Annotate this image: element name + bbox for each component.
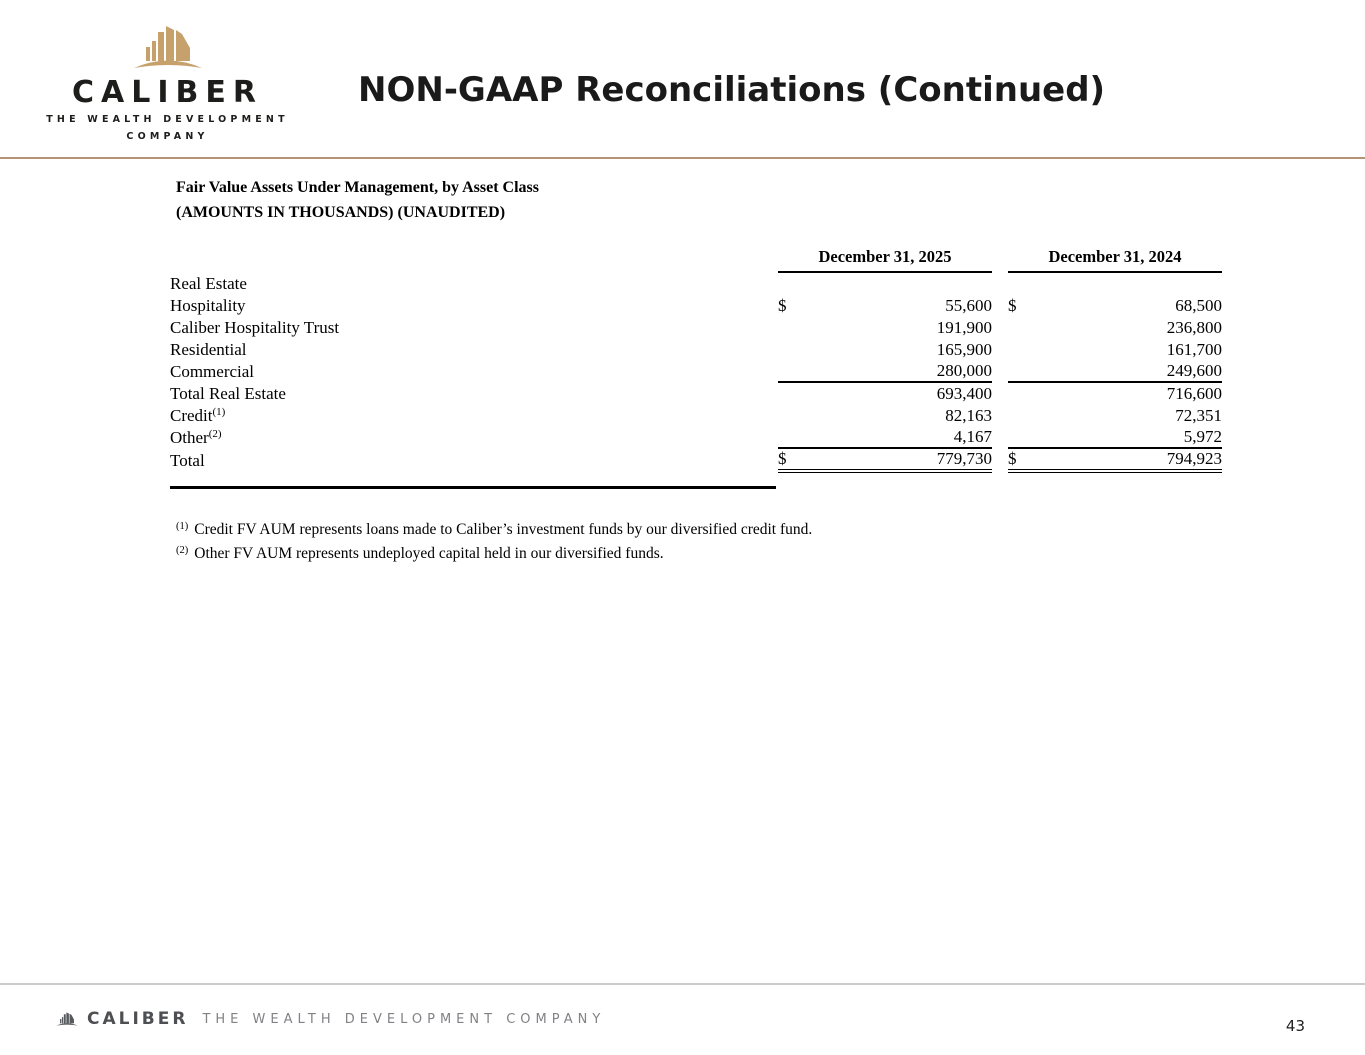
footnote-ref-1: (1) <box>212 406 226 418</box>
page-title: NON-GAAP Reconciliations (Continued) <box>358 70 1106 110</box>
footnote-divider <box>170 486 776 489</box>
page-number: 43 <box>1285 1017 1305 1035</box>
footnote-2-marker: (2) <box>176 544 189 556</box>
table-row: Other(2) 4,167 5,972 <box>170 427 1222 447</box>
logo-brand-text: CALIBER <box>72 75 263 110</box>
table-row: Residential 165,900 161,700 <box>170 340 1222 359</box>
table-row-total-real-estate: Total Real Estate 693,400 716,600 <box>170 384 1222 403</box>
table-header-row <box>170 244 1222 272</box>
logo-tagline-line1: THE WEALTH DEVELOPMENT <box>46 114 289 125</box>
footer-logo <box>55 1009 605 1029</box>
footnote-1-marker: (1) <box>176 521 189 532</box>
footnote-1-text: Credit FV AUM represents loans made to Caliber’s investment funds by our diversified credit fund. <box>194 521 813 538</box>
footnotes <box>176 519 812 566</box>
header-logo <box>40 20 295 144</box>
footnote-ref-2: (2) <box>208 428 222 440</box>
table-heading <box>176 175 539 225</box>
column-header-2025: December 31, 2025 <box>778 244 992 272</box>
footnote-2 <box>176 543 812 567</box>
column-header-2024: December 31, 2024 <box>1008 244 1222 272</box>
caliber-building-icon <box>130 20 206 74</box>
table-row: Commercial 280,000 249,600 <box>170 361 1222 381</box>
footer <box>0 983 1365 1055</box>
logo-tagline-line2: COMPANY <box>126 131 209 142</box>
table-row: Credit(1) 82,163 72,351 <box>170 406 1222 425</box>
caliber-building-icon-small <box>55 1010 79 1028</box>
table-heading-line2: (AMOUNTS IN THOUSANDS) (UNAUDITED) <box>176 204 506 221</box>
footer-brand-text: CALIBER <box>87 1009 189 1029</box>
header-divider <box>0 157 1365 159</box>
aum-table <box>170 244 1222 473</box>
footnote-1 <box>176 519 812 543</box>
table-heading-line1: Fair Value Assets Under Management, by Asset Class <box>176 179 539 196</box>
table-row-grand-total: Total $ 779,730 $ 794,923 <box>170 449 1222 470</box>
table-row: Caliber Hospitality Trust 191,900 236,800 <box>170 318 1222 337</box>
footer-tagline-text: THE WEALTH DEVELOPMENT COMPANY <box>202 1011 606 1027</box>
table-row: Hospitality $ 55,600 $ 68,500 <box>170 296 1222 315</box>
table-row: Real Estate <box>170 274 247 293</box>
footnote-2-text: Other FV AUM represents undeployed capital held in our diversified funds. <box>194 544 664 562</box>
